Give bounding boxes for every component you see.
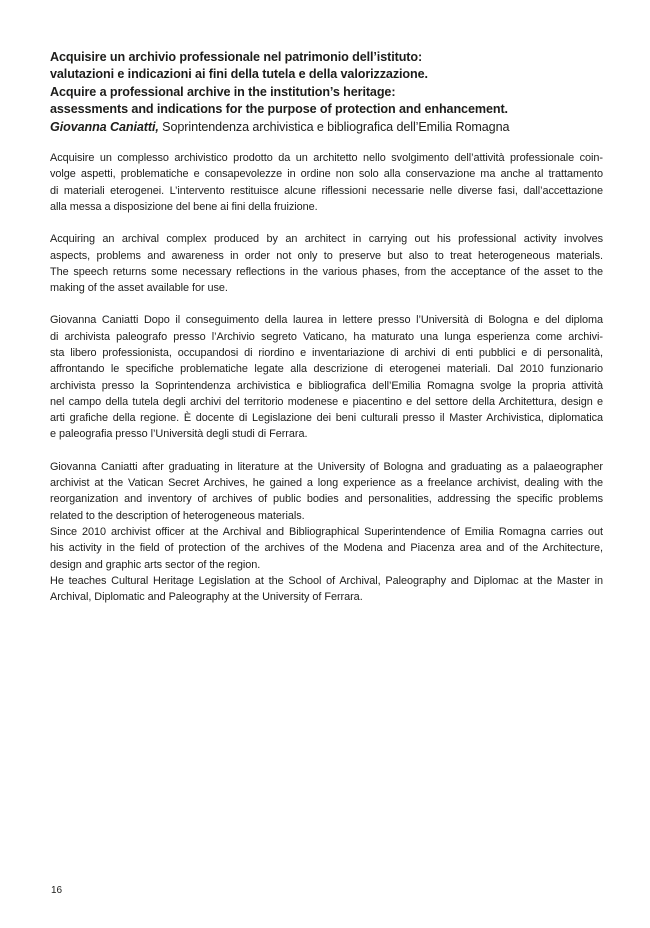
document-page <box>50 49 603 605</box>
abstract-english <box>50 231 603 296</box>
article-header <box>50 49 603 136</box>
title-line: Acquisire un archivio professionale nel patrimonio dell’istituto: <box>50 50 423 64</box>
text-line: arti grafiche della regione. È docente di Legislazione dei beni culturali presso il Master Archivistica, diplomatica <box>50 412 603 425</box>
text-line: He teaches Cultural Heritage Legislation at the School of Archival, Paleography and Diplomac at the Master in <box>50 574 603 587</box>
text-line: sta libero professionista, occupandosi di riordino e inventariazione di archivi di enti pubblici e di personalità, <box>50 347 603 359</box>
text-line: alla messa a disposizione del bene ai fini della fruizione. <box>50 200 318 213</box>
text-line: making of the asset available for use. <box>50 282 228 295</box>
title-line: assessments and indications for the purpose of protection and enhancement. <box>50 102 508 117</box>
text-line: related to the description of heterogeneous materials. <box>50 509 305 522</box>
text-line: di archivista paleografo presso l’Archivio segreto Vaticano, ha maturato una lunga esperienza come archivi- <box>50 330 603 343</box>
title-line: valutazioni e indicazioni ai fini della tutela e della valorizzazione. <box>50 67 428 82</box>
author-affiliation: Soprintendenza archivistica e bibliografica dell’Emilia Romagna <box>158 119 510 134</box>
page-number: 16 <box>51 885 63 896</box>
text-line: archivist at the Vatican Secret Archives, he gained a long experience as a freelance archivist, dealing with the <box>50 477 603 490</box>
text-line: archivista presso la Soprintendenza archivistica e bibliografica dell’Emilia Romagna svolge la propria attività <box>50 379 603 392</box>
text-line: e paleografia presso l’Università degli studi di Ferrara. <box>50 428 308 441</box>
text-line: Acquisire un complesso archivistico prodotto da un architetto nello svolgimento dell’attività professionale coin- <box>50 152 603 165</box>
text-line: reorganization and inventory of archives of public bodies and personalities, addressing the specific problems <box>50 493 603 506</box>
biography-english <box>50 459 603 606</box>
text-line: Giovanna Caniatti after graduating in literature at the University of Bologna and graduating as a palaeographer <box>50 460 603 473</box>
text-line: Giovanna Caniatti Dopo il conseguimento della laurea in lettere presso l’Università di Bologna e del diploma <box>50 314 603 327</box>
text-line: his activity in the field of protection of the archives of the Modena and Piacenza area and of the Architecture, <box>50 542 603 555</box>
title-line: Acquire a professional archive in the institution’s heritage: <box>50 84 396 99</box>
text-line: nel campo della tutela degli archivi del territorio modenese e piacentino e del settore della Architettura, design e <box>50 395 603 408</box>
author-name: Giovanna Caniatti, <box>50 119 159 134</box>
text-line: aspects, problems and awareness in order not only to preserve but also to treat heterogeneous materials. <box>50 249 603 262</box>
text-line: affrontando le specifiche problematiche legate alla descrizione di eterogenei materiali. Dal 2010 funzionario <box>50 363 603 376</box>
abstract-italian <box>50 150 603 215</box>
text-line: Acquiring an archival complex produced by an architect in carrying out his professional activity involves <box>50 233 603 246</box>
text-line: Archival, Diplomatic and Paleography at the University of Ferrara. <box>50 591 363 604</box>
text-line: The speech returns some necessary reflections in the various phases, from the acceptance of the asset to the <box>50 265 603 278</box>
text-line: di materiali eterogenei. L’intervento restituisce alcune riflessioni necessarie nelle diverse fasi, dall’accettazione <box>50 184 603 197</box>
text-line: Since 2010 archivist officer at the Archival and Bibliographical Superintendence of Emilia Romagna carries out <box>50 525 603 538</box>
text-line: volge aspetti, problematiche e consapevolezze in ordine non solo alla conservazione ma anche al trattamento <box>50 168 603 181</box>
biography-italian <box>50 312 603 442</box>
text-line: design and graphic arts sector of the region. <box>50 558 261 571</box>
author-line <box>50 119 603 136</box>
